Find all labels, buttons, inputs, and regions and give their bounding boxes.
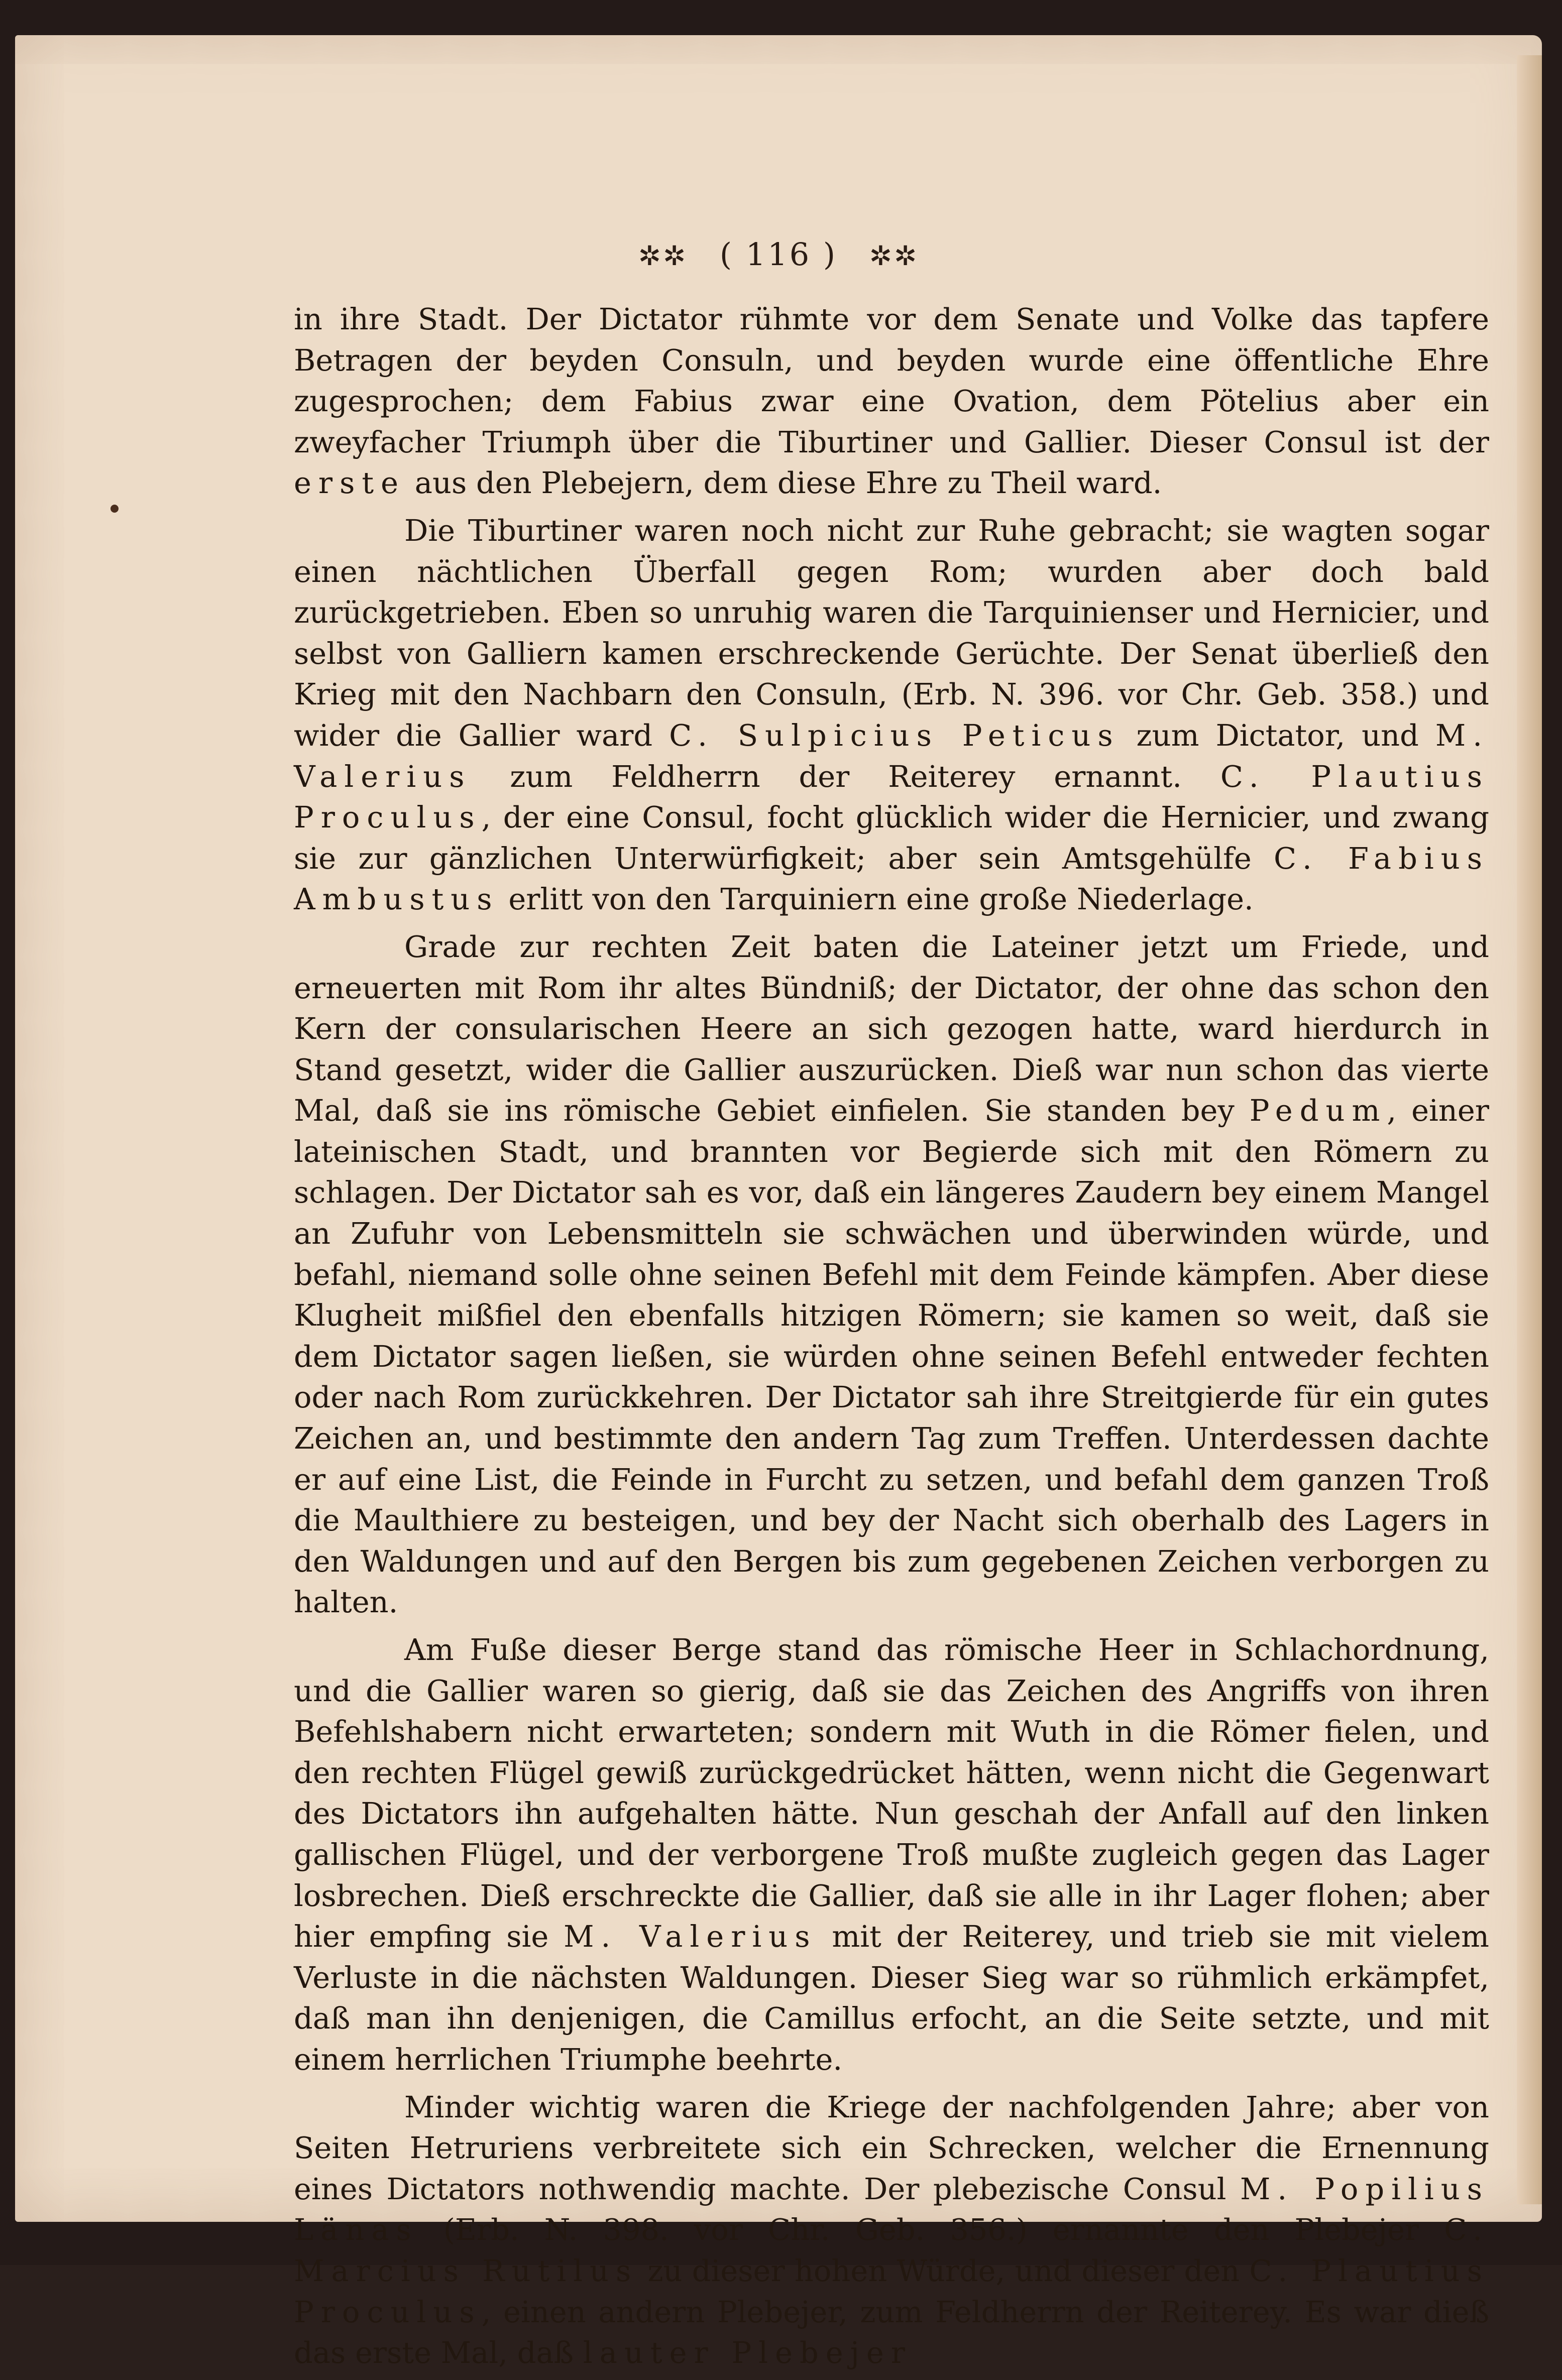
spaced-name: M. Valerius xyxy=(294,718,1489,794)
paragraph-2 xyxy=(294,510,1489,920)
spaced-name: C. Sulpicius Peticus xyxy=(669,718,1120,753)
book-page xyxy=(15,35,1542,2370)
text-segment: zum Dictator, und xyxy=(1120,718,1435,753)
text-segment: aus den Plebejern, dem diese Ehre zu Theil ward. xyxy=(405,465,1162,501)
text-segment: zum Feldherrn der Reiterey ernannt. xyxy=(471,759,1220,794)
paragraph-3 xyxy=(294,926,1489,1623)
paragraph-5 xyxy=(294,2087,1489,2373)
page-edge xyxy=(1517,55,1542,2204)
spaced-name: lauter Plebejer xyxy=(583,2335,913,2370)
text-segment: mit der Reiterey, und trieb sie mit vielem Verluste in die nächsten Waldungen. Dieser Sieg war so rühmlich erkämpfet, daß man ihn denjenigen, die Camillus erfocht, an die Seite setzte, und mit einem herrlichen Triumphe beehrte. xyxy=(294,1919,1489,2077)
paragraph-1 xyxy=(294,299,1489,504)
text-segment: , der eine Consul, focht glücklich wider die Hernicier, und zwang sie zur gänzlichen Unterwürfigkeit; aber sein Amtsgehülfe xyxy=(294,800,1489,876)
text-segment: , einer lateinischen Stadt, und brannten vor Begierde sich mit den Römern zu schlagen. Der Dictator sah es vor, daß ein längeres Zaudern bey einem Mangel an Zufuhr von Lebensmitteln sie schwächen und überwinden würde, und befahl, niemand solle ohne seinen Befehl mit dem Feinde kämpfen. Aber diese Klugheit mißfiel den ebenfalls hitzigen Römern; sie kamen so weit, daß sie dem Dictator sagen ließen, sie würden ohne seinen Befehl entweder fechten oder nach Rom zurückkehren. Der Dictator sah ihre Streitgierde für ein gutes Zeichen an, und bestimmte den andern Tag zum Treffen. Unterdessen dachte er auf eine List, die Feinde in Furcht zu setzen, und befahl dem ganzen Troß die Maulthiere zu besteigen, und bey der Nacht sich oberhalb des Lagers in den Waldungen und auf den Bergen bis zum gegebenen Zeichen verborgen zu halten. xyxy=(294,1093,1490,1620)
spaced-name: erste xyxy=(294,465,406,501)
text-segment: in ihre Stadt. Der Dictator rühmte vor dem Senate und Volke das tapfere Betragen der beyden Consuln, und beyden wurde eine öffentliche Ehre zugesprochen; dem Fabius zwar eine Ovation, dem Pötelius aber ein zweyfacher Triumph über die Tiburtiner und Gallier. Dieser Consul ist der xyxy=(294,302,1489,459)
page-header xyxy=(15,236,1542,273)
ink-spot xyxy=(110,505,119,513)
spaced-name: C. Plautius Proculus xyxy=(294,759,1489,835)
spaced-name: M. Popilius Länas xyxy=(294,2171,1489,2247)
text-segment: Grade zur rechten Zeit baten die Lateiner jetzt um Friede, und erneuerten mit Rom ihr altes Bündniß; der Dictator, der ohne das schon den Kern der consularischen Heere an sich gezogen hatte, ward hierdurch in Stand gesetzt, wider die Gallier auszurücken. Dieß war nun schon das vierte Mal, daß sie ins römische Gebiet einfielen. Sie standen bey xyxy=(294,929,1489,1128)
spaced-name: C. Plautius Proculus xyxy=(294,2253,1489,2329)
text-segment: Minder wichtig waren die Kriege der nachfolgenden Jahre; aber von Seiten Hetruriens verbreitete sich ein Schrecken, welcher die Ernennung eines Dictators nothwendig machte. Der plebezische Consul xyxy=(294,2089,1489,2206)
text-segment: zu dieser hohen Würde, und dieser den xyxy=(638,2253,1250,2288)
spaced-name: C. Marcius Rutilus xyxy=(294,2212,1489,2288)
page-number: ( 116 ) xyxy=(719,236,838,273)
spaced-name: C. Fabius Ambustus xyxy=(294,841,1489,917)
text-segment: , einen andern Plebejer, zum Feldherrn der Reiterey. Es war dieß das erste Mal, daß xyxy=(294,2294,1489,2370)
text-segment: Am Fuße dieser Berge stand das römische Heer in Schlachordnung, und die Gallier waren so gierig, daß sie das Zeichen des Angriffs von ihren Befehlshabern nicht erwarteten; sondern mit Wuth in die Römer fielen, und den rechten Flügel gewiß zurückgedrücket hätten, wenn nicht die Gegenwart des Dictators ihn aufgehalten hätte. Nun geschah der Anfall auf den linken gallischen Flügel, und der verborgene Troß mußte zugleich gegen das Lager losbrechen. Dieß erschreckte die Gallier, daß sie alle in ihr Lager flohen; aber hier empfing sie xyxy=(294,1632,1489,1954)
spaced-name: M. Valerius xyxy=(564,1919,817,1954)
ornament-right: ✲✲ xyxy=(869,240,919,272)
body-text xyxy=(294,299,1489,2380)
text-segment: (Erb. N. 398. vor Chr. Geb. 356.) ernannte den Plebejer xyxy=(418,2212,1444,2247)
text-segment: erlitt von den Tarquiniern eine große Niederlage. xyxy=(499,882,1254,917)
spaced-name: Pedum xyxy=(1249,1093,1387,1128)
ornament-left: ✲✲ xyxy=(638,240,688,272)
text-segment: Die Tiburtiner waren noch nicht zur Ruhe gebracht; sie wagten sogar einen nächtlichen Überfall gegen Rom; wurden aber doch bald zurückgetrieben. Eben so unruhig waren die Tarquinienser und Hernicier, und selbst von Galliern kamen erschreckende Gerüchte. Der Senat überließ den Krieg mit den Nachbarn den Consuln, (Erb. N. 396. vor Chr. Geb. 358.) und wider die Gallier ward xyxy=(294,513,1489,753)
paragraph-4 xyxy=(294,1629,1489,2080)
